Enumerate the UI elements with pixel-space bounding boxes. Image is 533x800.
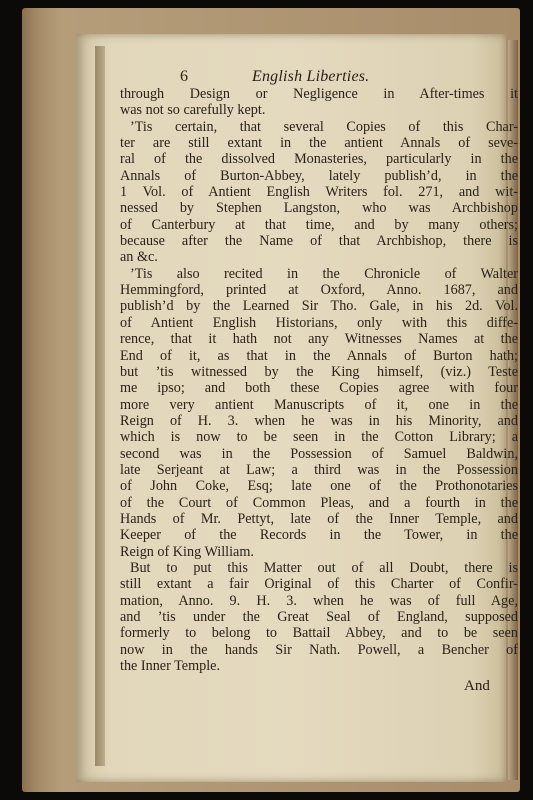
text-line: Hemmingford, printed at Oxford, Anno. 1687, and xyxy=(120,282,518,299)
catchword: And xyxy=(464,678,490,694)
text-line: which is now to be seen in the Cotton Library; a xyxy=(120,429,518,446)
text-line: and ’tis under the Great Seal of England, supposed xyxy=(120,609,518,625)
text-line: an &c. xyxy=(120,249,158,266)
text-line: the Inner Temple. xyxy=(120,658,220,675)
text-line: second was in the Possession of Samuel Baldwin, xyxy=(120,445,518,462)
text-line: Reign of King William. xyxy=(120,543,254,560)
page-text-block xyxy=(120,60,518,674)
text-line: formerly to belong to Battail Abbey, and to be seen xyxy=(120,625,518,642)
text-line: still extant a fair Original of this Charter of Confir- xyxy=(120,576,518,593)
text-line: ral of the dissolved Monasteries, particularly in the xyxy=(120,151,518,168)
text-line: 1 Vol. of Antient English Writers fol. 271, and wit- xyxy=(120,184,518,201)
text-line: mation, Anno. 9. H. 3. when he was of full Age, xyxy=(120,592,518,609)
text-line: of John Coke, Esq; late one of the Prothonotaries xyxy=(120,478,518,495)
text-line: Annals of Burton-Abbey, lately publish’d, in the xyxy=(120,167,518,184)
text-line: because after the Name of that Archbishop, there is xyxy=(120,233,518,250)
text-line: more very antient Manuscripts of it, one in the xyxy=(120,396,518,413)
page-number: 6 xyxy=(180,68,188,85)
text-line: of the Court of Common Pleas, and a fourth in the xyxy=(120,494,518,511)
text-line: now in the hands Sir Nath. Powell, a Bencher of xyxy=(120,641,518,658)
text-line: but ’tis witnessed by the King himself, (viz.) Teste xyxy=(120,363,518,380)
running-title: English Liberties. xyxy=(252,68,370,85)
text-line: ’Tis certain, that several Copies of this Char- xyxy=(130,118,518,135)
text-line: ’Tis also recited in the Chronicle of Walter xyxy=(130,265,518,282)
text-line: through Design or Negligence in After-times it xyxy=(120,86,518,102)
text-line: nessed by Stephen Langston, who was Archbishop xyxy=(120,200,518,217)
running-header xyxy=(120,60,518,86)
text-line: Hands of Mr. Pettyt, late of the Inner Temple, and xyxy=(120,510,518,527)
text-line: late Serjeant at Law; a third was in the Possession xyxy=(120,461,518,478)
text-line: End of it, as that in the Annals of Burton hath; xyxy=(120,347,518,364)
text-line: of Canterbury at that time, and by many others; xyxy=(120,216,518,233)
text-line: ter are still extant in the antient Annals of seve- xyxy=(120,135,518,152)
text-line: rence, that it hath not any Witnesses Names at the xyxy=(120,331,518,348)
body-text xyxy=(120,86,518,674)
text-line: Reign of H. 3. when he was in his Minority, and xyxy=(120,412,518,429)
text-line: Keeper of the Records in the Tower, in the xyxy=(120,527,518,544)
text-line: publish’d by the Learned Sir Tho. Gale, in his 2d. Vol. xyxy=(120,298,518,315)
text-line: But to put this Matter out of all Doubt, there is xyxy=(130,559,518,576)
text-line: of Antient English Historians, only with this diffe- xyxy=(120,314,518,331)
text-line: was not so carefully kept. xyxy=(120,102,266,119)
text-line: me ipso; and both these Copies agree with four xyxy=(120,380,518,397)
page-gutter xyxy=(95,46,105,766)
